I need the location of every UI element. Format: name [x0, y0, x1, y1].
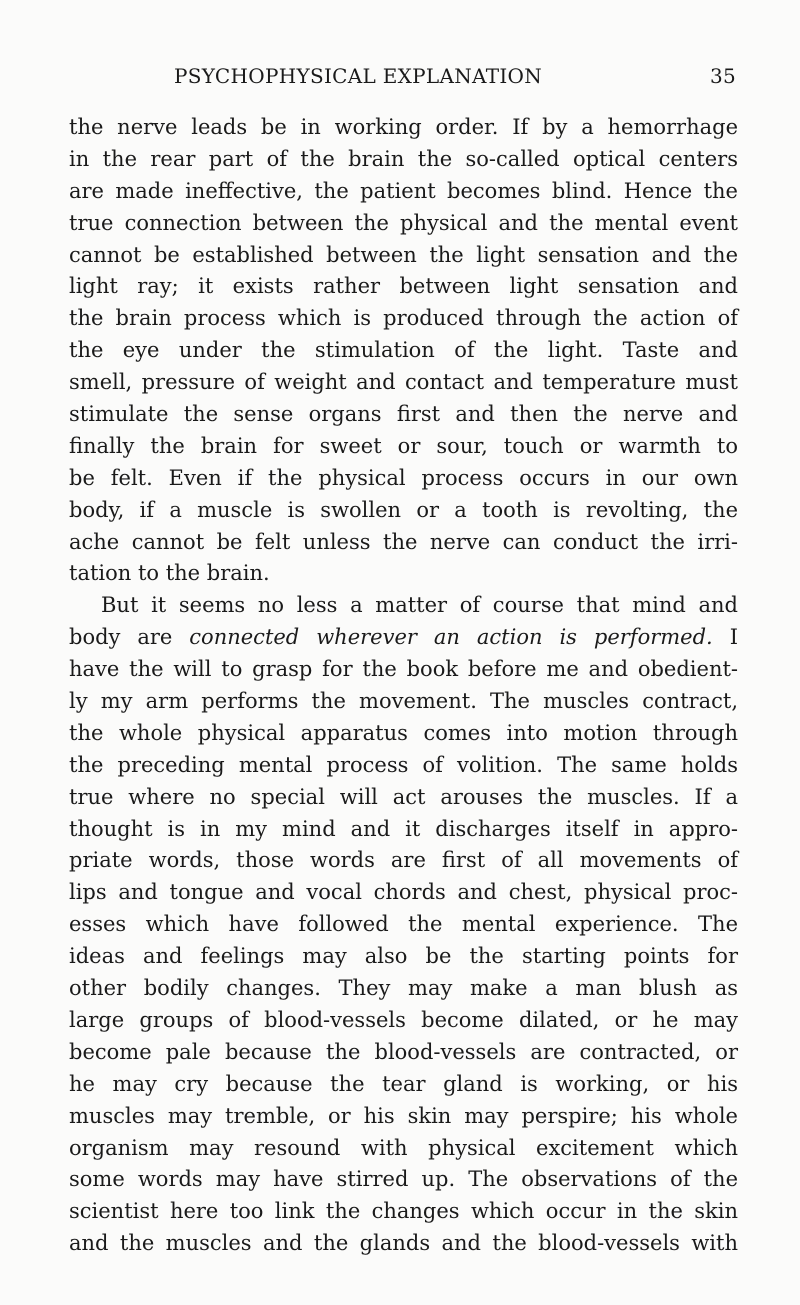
- text-line: are made ineffective, the patient becomes blind. Hence the: [69, 178, 738, 203]
- text-line: esses which have followed the mental experience. The: [69, 912, 738, 937]
- text-line-with-emphasis: [69, 622, 738, 654]
- text-line: other bodily changes. They may make a man blush as: [69, 976, 738, 1001]
- text-line: ly my arm performs the movement. The muscles contract,: [69, 689, 738, 714]
- text-line: the preceding mental process of volition. The same holds: [69, 752, 738, 777]
- text-line: body, if a muscle is swollen or a tooth is revolting, the: [69, 497, 738, 522]
- text-line: true where no special will act arouses the muscles. If a: [69, 784, 738, 809]
- text-line: cannot be established between the light sensation and the: [69, 242, 738, 267]
- text-line: priate words, those words are first of all movements of: [69, 848, 738, 873]
- text-segment: I: [712, 625, 738, 650]
- text-line: true connection between the physical and the mental event: [69, 210, 738, 235]
- text-line: in the rear part of the brain the so-called optical centers: [69, 146, 738, 171]
- text-line: be felt. Even if the physical process occurs in our own: [69, 465, 738, 490]
- text-line: have the will to grasp for the book before me and obedient-: [69, 657, 738, 682]
- text-line: scientist here too link the changes which occur in the skin: [69, 1199, 738, 1224]
- text-line: become pale because the blood-vessels are contracted, or: [69, 1039, 738, 1064]
- body-text: [69, 112, 738, 1260]
- text-line: the brain process which is produced through the action of: [69, 306, 738, 331]
- text-line: organism may resound with physical excitement which: [69, 1135, 738, 1160]
- text-line: stimulate the sense organs first and then the nerve and: [69, 402, 738, 427]
- text-line: light ray; it exists rather between light sensation and: [69, 274, 738, 299]
- text-line: some words may have stirred up. The observations of the: [69, 1167, 738, 1192]
- text-line: But it seems no less a matter of course that mind and: [101, 593, 738, 618]
- text-line: lips and tongue and vocal chords and chest, physical proc-: [69, 880, 738, 905]
- paragraph-2: [69, 590, 738, 1260]
- text-line: and the muscles and the glands and the blood-vessels with: [69, 1231, 738, 1256]
- text-line: thought is in my mind and it discharges itself in appro-: [69, 816, 738, 841]
- text-line: smell, pressure of weight and contact and temperature must: [69, 370, 738, 395]
- text-line: muscles may tremble, or his skin may perspire; his whole: [69, 1103, 738, 1128]
- text-line: the eye under the stimulation of the light. Taste and: [69, 338, 738, 363]
- running-head: [70, 64, 736, 94]
- page-number: 35: [709, 64, 736, 88]
- text-line: he may cry because the tear gland is working, or his: [69, 1071, 738, 1096]
- paragraph-1: [69, 112, 738, 590]
- text-segment: body are: [69, 625, 190, 650]
- text-line: finally the brain for sweet or sour, touch or warmth to: [69, 433, 738, 458]
- text-line: large groups of blood-vessels become dilated, or he may: [69, 1007, 738, 1032]
- italic-emphasis: connected wherever an action is performed.: [189, 625, 713, 650]
- text-line: tation to the brain.: [69, 561, 270, 586]
- text-line: ache cannot be felt unless the nerve can conduct the irri-: [69, 529, 738, 554]
- text-line: ideas and feelings may also be the starting points for: [69, 944, 738, 969]
- text-line: the nerve leads be in working order. If by a hemorrhage: [69, 115, 738, 139]
- running-title: PSYCHOPHYSICAL EXPLANATION: [174, 64, 543, 88]
- text-line: the whole physical apparatus comes into motion through: [69, 720, 738, 745]
